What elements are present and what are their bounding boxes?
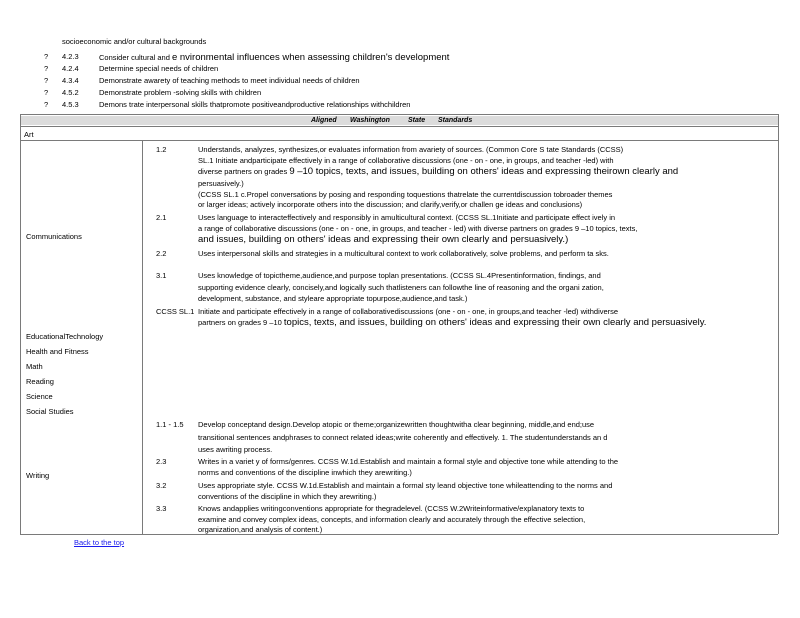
header-cell: Standards xyxy=(438,117,473,124)
standard-line: partners on grades 9 –10 topics, texts, and issues, building on others' ideas and expressing their own clearly and persuasively. xyxy=(198,317,707,328)
bullet-glyph: ? xyxy=(44,52,49,61)
header-cell: Aligned xyxy=(311,117,337,124)
column-divider xyxy=(142,140,143,534)
standard-number: 2.2 xyxy=(156,249,167,258)
standard-line: norms and conventions of the discipline inwhich they arewriting.) xyxy=(198,468,412,477)
subject-health: Health and Fitness xyxy=(26,347,89,356)
standard-line: transitional sentences andphrases to connect related ideas;write coherently and effectively. 1. The studentunderstands an d xyxy=(198,433,608,442)
back-to-top-link[interactable]: Back to the top xyxy=(74,538,125,547)
subject-science: Science xyxy=(26,392,53,401)
standard-code: 4.5.2 xyxy=(62,88,79,97)
standard-number: 3.3 xyxy=(156,504,167,513)
header-cell: Washington xyxy=(350,117,390,124)
standard-line: Uses appropriate style. CCSS W.1d.Establish and maintain a formal sty leand objective tone whileattending to the norms and xyxy=(198,481,613,490)
standard-text: Consider cultural and e nvironmental influences when assessing children's development xyxy=(99,52,450,63)
standard-line: or larger ideas; actively incorporate others into the discussion; and clarify,verify,or challen ge ideas and conclusions) xyxy=(198,200,583,209)
standard-line: diverse partners on grades 9 –10 topics, texts, and issues, building on others' ideas and expressing theirown clearly and xyxy=(198,166,679,177)
standard-line: uses awriting process. xyxy=(198,445,273,454)
standard-number: 2.3 xyxy=(156,457,167,466)
standard-text: Demonstrate awarety of teaching methods to meet individual needs of children xyxy=(99,76,360,85)
table-border xyxy=(20,534,778,535)
standard-line: Initiate and participate effectively in a range of collaborativediscussions (one - on - one, in groups,and teacher -led) withdiverse xyxy=(198,307,619,316)
subject-communications: Communications xyxy=(26,232,82,241)
subject-art: Art xyxy=(24,130,34,139)
subject-edtech: EducationalTechnology xyxy=(26,332,104,341)
bullet-glyph: ? xyxy=(44,64,49,73)
standard-code: 4.5.3 xyxy=(62,100,79,109)
standard-line: supporting evidence clearly, concisely,and logically such thatlisteners can followthe line of reasoning and the organi zation, xyxy=(198,283,604,292)
standard-line: conventions of the discipline in which they arewriting.) xyxy=(198,492,377,501)
standard-text: Demonstrate problem -solving skills with children xyxy=(99,88,262,97)
subject-reading: Reading xyxy=(26,377,54,386)
standard-line: (CCSS SL.1 c.Propel conversations by posing and responding toquestions thatrelate the currentdiscussion tobroader themes xyxy=(198,190,613,199)
bullet-glyph: ? xyxy=(44,88,49,97)
standard-text: Determine special needs of children xyxy=(99,64,219,73)
standard-number: 1.1 - 1.5 xyxy=(156,420,184,429)
standard-line: SL.1 Initiate andparticipate effectively in a range of collaborative discussions (one - on - one, in groups, and teacher -led) with xyxy=(198,156,614,165)
standard-line: Writes in a variet y of forms/genres. CCSS W.1d.Establish and maintain a formal style and objective tone while attending to the xyxy=(198,457,619,466)
standard-line: a range of collaborative discussions (one - on - one, in groups, and teacher - led) with diverse partners on grades 9 –10 topics, texts, xyxy=(198,224,638,233)
table-divider xyxy=(20,126,778,127)
standard-line: Uses interpersonal skills and strategies in a multicultural context to work collaboratively, solve problems, and perform ta sks. xyxy=(198,249,609,258)
subject-math: Math xyxy=(26,362,43,371)
bullet-glyph: ? xyxy=(44,76,49,85)
table-border xyxy=(20,114,778,115)
table-border xyxy=(778,114,779,534)
standard-text: Demons trate interpersonal skills thatpromote positiveandproductive relationships withchildren xyxy=(99,100,411,109)
header-cell: State xyxy=(408,117,426,124)
standard-line: organization,and analysis of content.) xyxy=(198,525,323,534)
standard-number: 2.1 xyxy=(156,213,167,222)
subject-writing: Writing xyxy=(26,471,50,480)
standard-number: 1.2 xyxy=(156,145,167,154)
standard-line: development, substance, and styleare appropriate topurpose,audience,and task.) xyxy=(198,294,468,303)
standard-number: 3.2 xyxy=(156,481,167,490)
standard-line: Understands, analyzes, synthesizes,or evaluates information from avariety of sources. (Common Core S tate Standards (CCSS) xyxy=(198,145,624,154)
standard-line: and issues, building on others' ideas and expressing their own clearly and persuasively.) xyxy=(198,234,569,245)
standard-number: 3.1 xyxy=(156,271,167,280)
standard-line: Uses knowledge of topictheme,audience,and purpose toplan presentations. (CCSS SL.4Presentinformation, findings, and xyxy=(198,271,601,280)
standard-code: 4.3.4 xyxy=(62,76,79,85)
table-border xyxy=(20,114,21,534)
standard-line: persuasively.) xyxy=(198,179,244,188)
standard-number: CCSS SL.1 xyxy=(156,307,195,316)
standard-line: Uses language to interacteffectively and responsibly in amulticultural context. (CCSS SL.1Initiate and participate effect ively in xyxy=(198,213,616,222)
standard-line: Develop conceptand design.Develop atopic or theme;organizewritten thoughtwitha clear beginning, middle,and end;use xyxy=(198,420,595,429)
header-band xyxy=(21,116,778,125)
standard-code: 4.2.3 xyxy=(62,52,79,61)
table-divider xyxy=(20,140,778,141)
bullet-glyph: ? xyxy=(44,100,49,109)
standard-line: Knows andapplies writingconventions appropriate for thegradelevel. (CCSS W.2Writeinformative/explanatory texts to xyxy=(198,504,585,513)
standard-code: 4.2.4 xyxy=(62,64,79,73)
standard-line: examine and convey complex ideas, concepts, and information clearly and accurately through the effective selection, xyxy=(198,515,586,524)
subject-social-studies: Social Studies xyxy=(26,407,74,416)
list-intro: socioeconomic and/or cultural backgrounds xyxy=(62,37,207,46)
